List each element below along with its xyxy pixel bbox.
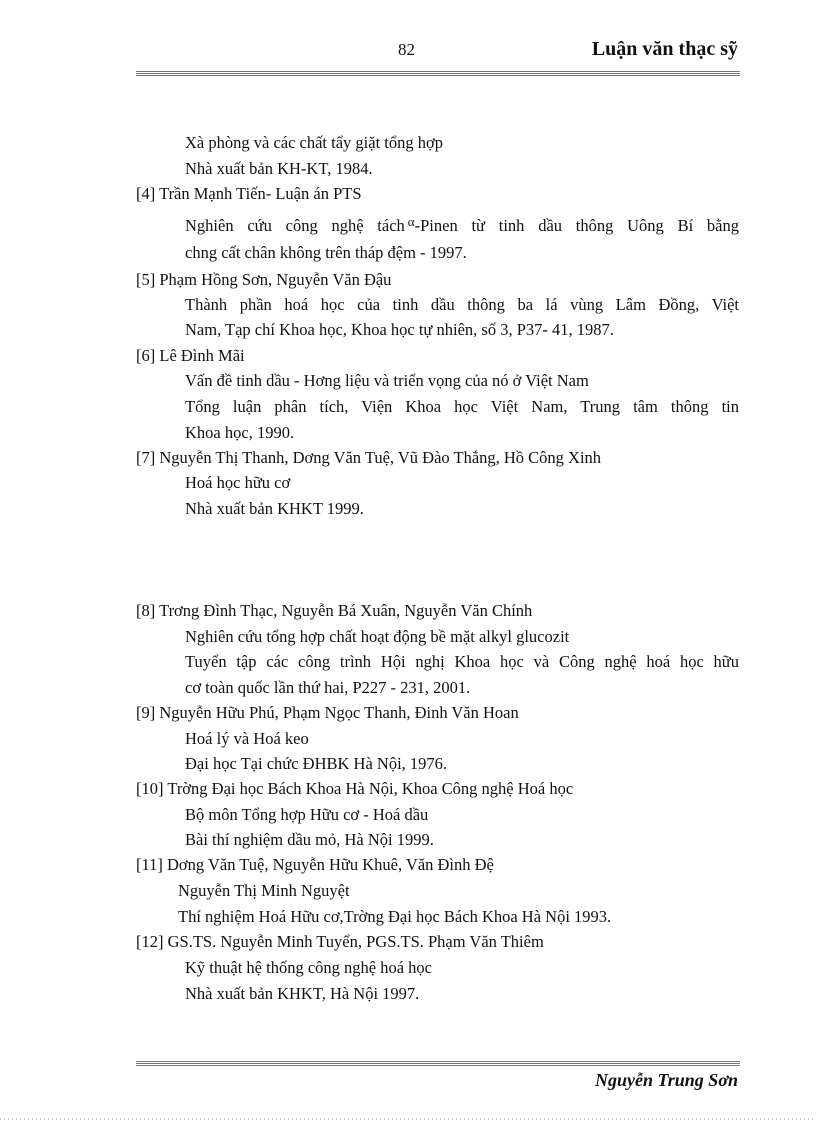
ref-6-line2: Tổng luận phân tích, Viện Khoa học Việt Nam, Trung tâm thông tin	[185, 397, 739, 416]
footer-rule	[136, 1060, 740, 1066]
ref-12-line2: Nhà xuất bản KHKT, Hà Nội 1997.	[185, 984, 420, 1003]
ref-7-head: [7] Nguyễn Thị Thanh, Dơng Văn Tuệ, Vũ Đào Thắng, Hồ Công Xinh	[136, 448, 602, 467]
ref-7-line1: Hoá học hữu cơ	[185, 473, 291, 492]
page-number: 82	[398, 40, 415, 59]
ref-7-line2: Nhà xuất bản KHKT 1999.	[185, 499, 364, 518]
ref-5-head: [5] Phạm Hồng Sơn, Nguyễn Văn Đậu	[136, 270, 392, 289]
ref-4-head: [4] Trần Mạnh Tiến- Luận án PTS	[136, 184, 362, 203]
ref-cont-line1: Xà phòng và các chất tẩy giặt tổng hợp	[185, 133, 443, 152]
ref-4-line1-a: Nghiên cứu công nghệ tách	[185, 216, 405, 235]
ref-4-line1-b: -Pinen từ tinh dầu thông Uông Bí bằng	[414, 216, 739, 235]
header-rule	[136, 70, 740, 76]
ref-10-line2: Bài thí nghiệm dầu mỏ, Hà Nội 1999.	[185, 830, 434, 849]
header-title: Luận văn thạc sỹ	[591, 38, 738, 60]
ref-4-line2: chng cất chân không trên tháp đệm - 1997.	[185, 243, 467, 262]
ref-8-line1: Nghiên cứu tổng hợp chất hoạt động bề mặt alkyl glucozit	[185, 627, 570, 646]
ref-8-line3: cơ toàn quốc lần thứ hai, P227 - 231, 2001.	[185, 678, 471, 697]
ref-11-line1: Nguyễn Thị Minh Nguyệt	[178, 881, 350, 900]
ref-8-head: [8] Trơng Đình Thạc, Nguyễn Bá Xuân, Nguyễn Văn Chính	[136, 601, 533, 620]
ref-9-line2: Đại học Tại chức ĐHBK Hà Nội, 1976.	[185, 754, 448, 773]
ref-cont-line2: Nhà xuất bản KH-KT, 1984.	[185, 159, 373, 178]
ref-12-head: [12] GS.TS. Nguyễn Minh Tuyển, PGS.TS. Phạm Văn Thiêm	[136, 932, 544, 951]
ref-6-line3: Khoa học, 1990.	[185, 423, 295, 442]
page-bottom-dotted-border	[0, 1118, 816, 1120]
ref-10-line1: Bộ môn Tổng hợp Hữu cơ - Hoá dầu	[185, 805, 429, 824]
ref-5-line1: Thành phần hoá học của tinh dầu thông ba lá vùng Lâm Đồng, Việt	[185, 295, 739, 314]
ref-8-line2: Tuyển tập các công trình Hội nghị Khoa học và Công nghệ hoá học hữu	[185, 652, 739, 671]
ref-5-line2: Nam, Tạp chí Khoa học, Khoa học tự nhiên, số 3, P37- 41, 1987.	[185, 320, 614, 339]
ref-6-head: [6] Lê Đình Mãi	[136, 346, 245, 365]
ref-9-head: [9] Nguyễn Hữu Phú, Phạm Ngọc Thanh, Đinh Văn Hoan	[136, 703, 519, 722]
footer-author: Nguyễn Trung Sơn	[594, 1070, 738, 1090]
ref-4-line1	[185, 214, 739, 235]
ref-9-line1: Hoá lý và Hoá keo	[185, 729, 309, 748]
ref-11-line2: Thí nghiệm Hoá Hữu cơ,Trờng Đại học Bách Khoa Hà Nội 1993.	[178, 907, 612, 926]
alpha-symbol: α	[407, 214, 415, 229]
ref-6-line1: Vấn đề tinh dầu - Hơng liệu và triển vọng của nó ở Việt Nam	[185, 371, 589, 390]
ref-10-head: [10] Trờng Đại học Bách Khoa Hà Nội, Khoa Công nghệ Hoá học	[136, 779, 574, 798]
ref-12-line1: Kỹ thuật hệ thống công nghệ hoá học	[185, 958, 432, 977]
ref-11-head: [11] Dơng Văn Tuệ, Nguyễn Hữu Khuê, Văn Đình Đệ	[136, 855, 494, 874]
